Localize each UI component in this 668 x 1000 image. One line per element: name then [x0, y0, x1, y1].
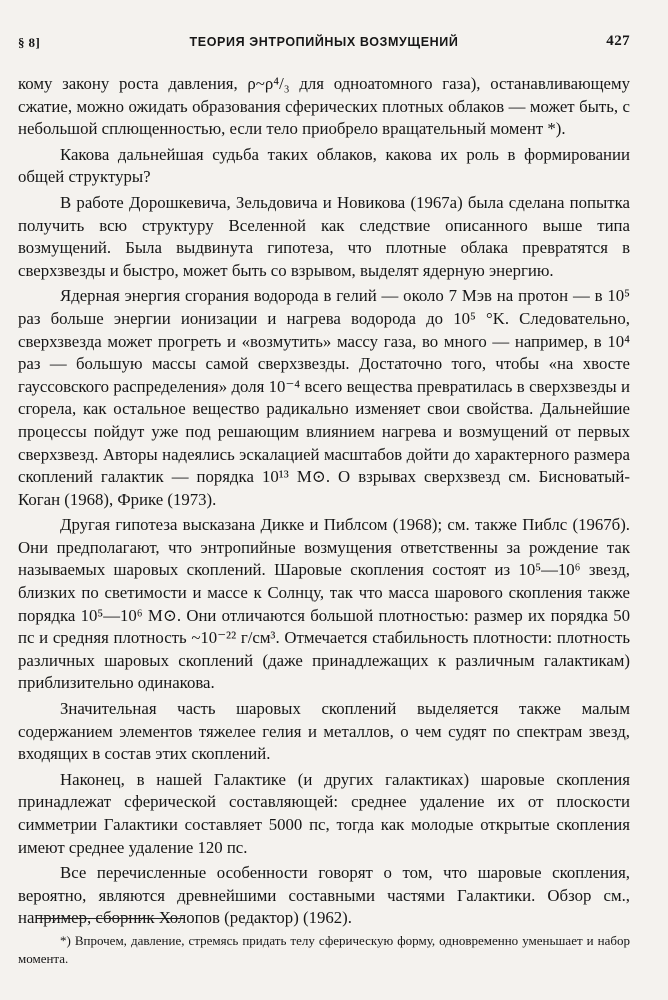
paragraph-2: Какова дальнейшая судьба таких облаков, какова их роль в формировании общей структуры?: [18, 144, 630, 187]
paragraph-5: Другая гипотеза высказана Дикке и Пиблсом (1968); см. также Пиблс (1967б). Они предполагают, что энтропийные возмущения ответственны за рождение так называемых шаровых скоплений. Шаровые скопления состоят из 10⁵—10⁶ звезд, близких по светимости и массе к Солнцу, так что масса шарового скопления также порядка 10⁵—10⁶ M⊙. Они отличаются большой плотностью: размер их порядка 50 пс и средняя плотность ~10⁻²² г/см³. Отмечается стабильность плотности: плотность различных шаровых скоплений (даже принадлежащих к различным галактикам) приблизительно одинакова.: [18, 515, 630, 693]
main-text: [18, 73, 630, 933]
footnote: *) Впрочем, давление, стремясь придать телу сферическую форму, одновременно уменьшает и набор момента.: [18, 933, 630, 966]
page-number: 427: [606, 33, 630, 49]
paragraph-3: В работе Дорошкевича, Зельдовича и Новикова (1967а) была сделана попытка получить всю структуру Вселенной как следствие описанного выше типа возмущений. Была выдвинута гипотеза, что плотные облака превратятся в сверхзвезды и быстро, может быть со взрывом, выделят ядерную энергию.: [18, 192, 630, 280]
paragraph-7: Наконец, в нашей Галактике (и других галактиках) шаровые скопления принадлежат сферической составляющей: среднее удаление их от плоскости симметрии Галактики составляет 5000 пс, тогда как молодые открытые скопления имеют среднее удаление 120 пс.: [18, 769, 630, 857]
running-header: [18, 33, 630, 55]
paragraph-8: Все перечисленные особенности говорят о том, что шаровые скопления, вероятно, являются древнейшими составными частями Галактики. Обзор см., например, сборник Холопов (редактор) (1962).: [18, 863, 630, 928]
paragraph-4: Ядерная энергия сгорания водорода в гелий — около 7 Мэв на протон — в 10⁵ раз больше энергии ионизации и нагрева водорода до 10⁵ °K. Следовательно, сверхзвезда может прогреть и «возмутить» массу газа, во много — например, в 10⁴ раз — большую массы самой сверхзвезды. Достаточно того, чтобы «на хвосте гауссовского распределения» доля 10⁻⁴ всего вещества превратилась в сверхзвезды и сгорела, как остальное вещество радикально изменяет свои свойства. Дальнейшие процессы пойдут уже под решающим влиянием нагрева и возмущений от первых сверхзвезд. Авторы надеялись эскалацией масштабов дойти до характерного размера скоплений галактик — порядка 10¹³ M⊙. О взрывах сверхзвезд см. Бисноватый-Коган (1968), Фрике (1973).: [18, 286, 630, 509]
paragraph-6: Значительная часть шаровых скоплений выделяется также малым содержанием элементов тяжелее гелия и металлов, о чем судят по спектрам звезд, входящих в состав этих скоплений.: [18, 699, 630, 764]
paragraph-1: кому закону роста давления, ρ~ρ⁴/₃ для одноатомного газа), останавливающему сжатие, можно ожидать образования сферических плотных облаков — может быть, с небольшой сплющенностью, если тело приобрело вращательный момент *).: [18, 74, 630, 139]
running-title: ТЕОРИЯ ЭНТРОПИЙНЫХ ВОЗМУЩЕНИЙ: [189, 35, 459, 49]
section-marker: § 8]: [18, 35, 41, 50]
footnote-divider: [36, 918, 184, 919]
